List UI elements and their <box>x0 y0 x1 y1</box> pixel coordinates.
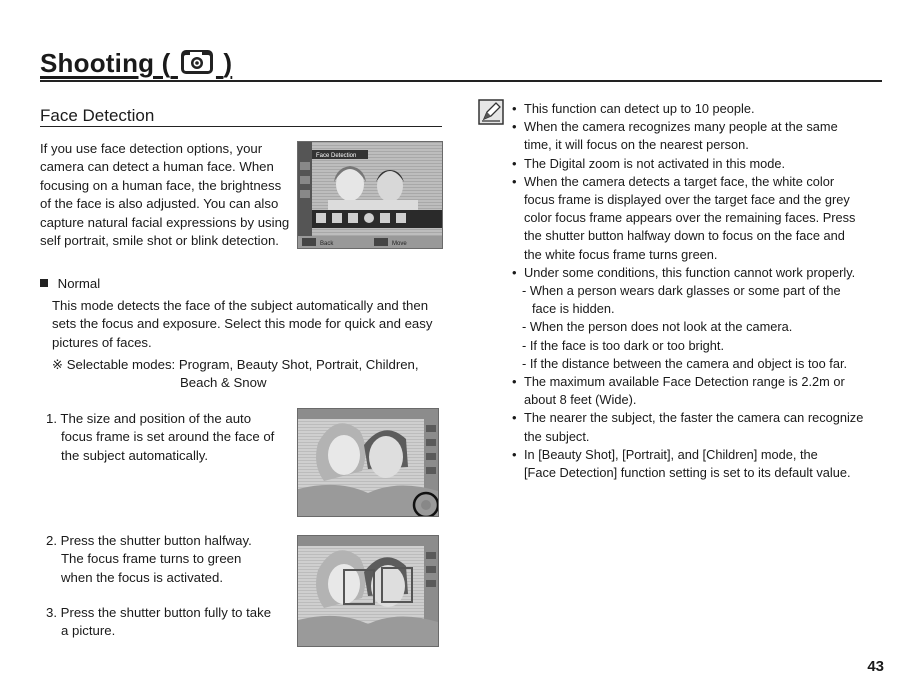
note-line: face is hidden. <box>532 301 615 317</box>
header-title-close: ) <box>223 48 233 78</box>
header-title-text: Shooting ( <box>40 48 171 78</box>
selectable-modes <box>52 356 452 393</box>
modes-line: Beach & Snow <box>180 375 267 391</box>
step-line: 3. Press the shutter button fully to take <box>46 605 272 620</box>
note-line: - If the face is too dark or too bright. <box>522 337 725 353</box>
header-rule <box>40 80 882 82</box>
note-icon <box>478 99 504 125</box>
note-line: focus frame is displayed over the target face and the grey <box>524 192 850 208</box>
page-header-title <box>40 48 232 82</box>
step-line: The focus frame turns to green <box>61 551 242 567</box>
step-line: 1. The size and position of the auto <box>46 411 252 426</box>
normal-heading-row <box>40 275 100 293</box>
step-line: focus frame is set around the face of <box>61 429 275 445</box>
step-3 <box>46 604 296 641</box>
menu-screenshot <box>297 141 443 249</box>
step-line: 2. Press the shutter button halfway. <box>46 533 252 548</box>
note-bullet-item <box>512 100 892 118</box>
note-line: - When the person does not look at the camera. <box>522 319 793 335</box>
note-line: - If the distance between the camera and object is too far. <box>522 355 848 371</box>
step-line: a picture. <box>61 623 116 639</box>
intro-line: camera can detect a human face. When <box>40 159 274 175</box>
intro-line: If you use face detection options, your <box>40 141 263 156</box>
square-bullet-icon <box>40 279 48 287</box>
note-dash-item <box>512 337 892 355</box>
notes-list <box>512 100 892 482</box>
note-line: color focus frame appears over the remaining faces. Press <box>524 210 856 226</box>
section-title: Face Detection <box>40 106 155 125</box>
note-line: • The Digital zoom is not activated in this mode. <box>524 155 786 171</box>
note-line: • The nearer the subject, the faster the camera can recognize <box>524 410 864 426</box>
camera-icon <box>180 49 214 82</box>
menu-label: Face Detection <box>316 153 357 159</box>
step-2-screenshot <box>297 535 439 647</box>
note-line: • When the camera detects a target face, the white color <box>524 173 835 189</box>
step-2 <box>46 532 296 587</box>
intro-line: of the face is also adjusted. You can also <box>40 196 279 212</box>
back-label: Back <box>320 241 334 247</box>
intro-line: capture natural facial expressions by using <box>40 214 290 230</box>
step-line: when the focus is activated. <box>61 569 224 585</box>
note-line: the white focus frame turns green. <box>524 246 718 262</box>
note-dash-item <box>512 318 892 336</box>
move-label: Move <box>392 241 407 247</box>
intro-line: focusing on a human face, the brightness <box>40 177 282 193</box>
step-1 <box>46 410 296 465</box>
step-line: the subject automatically. <box>61 447 209 463</box>
normal-line: pictures of faces. <box>52 334 152 350</box>
note-line: - When a person wears dark glasses or some part of the <box>522 283 841 299</box>
note-line: the subject. <box>524 428 590 444</box>
page-number: 43 <box>867 658 884 675</box>
note-bullet-item <box>512 373 892 409</box>
note-line: about 8 feet (Wide). <box>524 392 637 408</box>
section-rule <box>40 126 442 127</box>
intro-line: self portrait, smile shot or blink detection. <box>40 233 279 249</box>
note-line: [Face Detection] function setting is set to its default value. <box>524 465 851 481</box>
intro-paragraph <box>40 140 300 250</box>
note-bullet-item <box>512 446 892 482</box>
note-line: • This function can detect up to 10 people. <box>524 101 755 116</box>
note-bullet-item <box>512 264 892 282</box>
note-line: • Under some conditions, this function cannot work properly. <box>524 264 856 280</box>
normal-line: sets the focus and exposure. Select this mode for quick and easy <box>52 316 433 332</box>
note-line: the shutter button halfway down to focus on the face and <box>524 228 845 244</box>
modes-line: ※ Selectable modes: Program, Beauty Shot, Portrait, Children, <box>52 357 419 372</box>
note-bullet-item <box>512 409 892 445</box>
note-bullet-item <box>512 155 892 173</box>
note-dash-item <box>512 355 892 373</box>
normal-body <box>52 297 452 352</box>
step-1-screenshot <box>297 408 439 517</box>
note-line: • In [Beauty Shot], [Portrait], and [Children] mode, the <box>524 446 818 462</box>
note-bullet-item <box>512 118 892 154</box>
note-line: time, it will focus on the nearest person. <box>524 137 749 153</box>
note-line: • When the camera recognizes many people at the same <box>524 119 838 135</box>
note-dash-item <box>512 282 892 318</box>
normal-heading: Normal <box>57 276 101 291</box>
note-bullet-item <box>512 173 892 264</box>
normal-line: This mode detects the face of the subject automatically and then <box>52 298 429 313</box>
note-line: • The maximum available Face Detection range is 2.2m or <box>524 374 845 390</box>
